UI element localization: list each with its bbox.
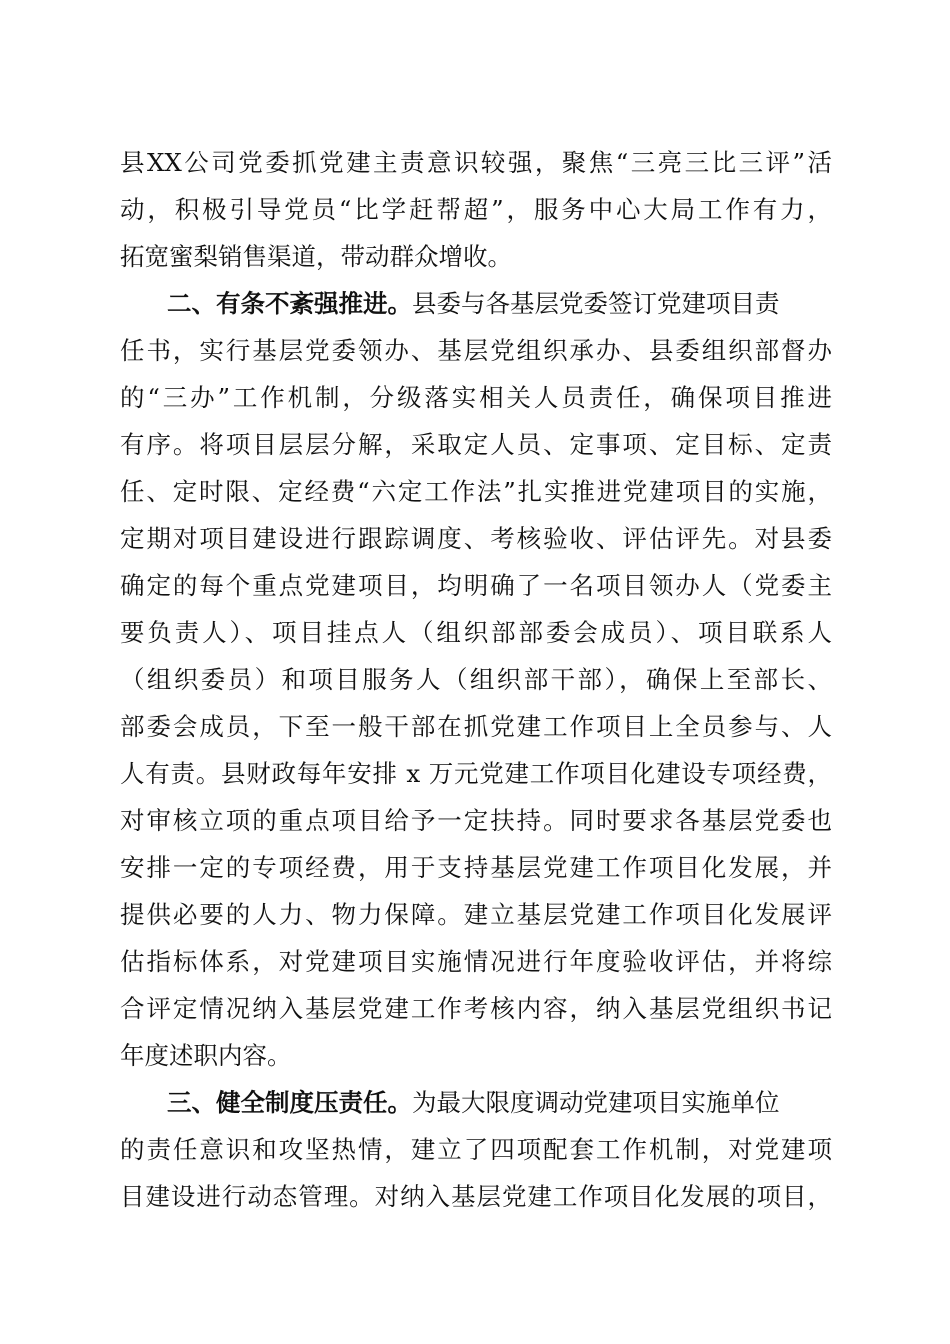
body-text-line: 确定的每个重点党建项目，均明确了一名项目领办人（党委主 (120, 571, 832, 600)
body-text-line: 县XX公司党委抓党建主责意识较强，聚焦“三亮三比三评”活 (120, 148, 832, 177)
body-text-line: 对审核立项的重点项目给予一定扶持。同时要求各基层党委也 (120, 806, 832, 835)
body-text-line: （组织委员）和项目服务人（组织部干部），确保上至部长、 (120, 665, 832, 694)
body-text-line: 任书，实行基层党委领办、基层党组织承办、县委组织部督办 (120, 336, 832, 365)
body-text-line: 年度述职内容。 (120, 1041, 292, 1070)
body-text-line: 部委会成员，下至一般干部在抓党建工作项目上全员参与、人 (120, 712, 832, 741)
body-text-line: 的责任意识和攻坚热情，建立了四项配套工作机制，对党建项 (120, 1135, 832, 1164)
body-text-line: 安排一定的专项经费，用于支持基层党建工作项目化发展，并 (120, 853, 832, 882)
body-text-line: 提供必要的人力、物力保障。建立基层党建工作项目化发展评 (120, 900, 832, 929)
body-text: 县委与各基层党委签订党建项目责 (412, 289, 780, 318)
body-text-line: 的“三办”工作机制，分级落实相关人员责任，确保项目推进 (120, 383, 832, 412)
body-text-line: 拓宽蜜梨销售渠道，带动群众增收。 (120, 242, 512, 271)
body-text: 为最大限度调动党建项目实施单位 (412, 1088, 780, 1117)
body-text-line: 有序。将项目层层分解，采取定人员、定事项、定目标、定责 (120, 430, 832, 459)
section-heading: 三、健全制度压责任。 (167, 1088, 412, 1117)
section-heading: 二、有条不紊强推进。 (167, 289, 412, 318)
body-text-line: 目建设进行动态管理。对纳入基层党建工作项目化发展的项目， (120, 1182, 832, 1211)
section-first-line (167, 286, 780, 322)
section-first-line (167, 1085, 780, 1121)
body-text-line: 动，积极引导党员“比学赶帮超”，服务中心大局工作有力， (120, 195, 832, 224)
body-text-line: 人有责。县财政每年安排 x 万元党建工作项目化建设专项经费， (120, 759, 832, 788)
body-text-line: 要负责人）、项目挂点人（组织部部委会成员）、项目联系人 (120, 618, 832, 647)
body-text-line: 估指标体系，对党建项目实施情况进行年度验收评估，并将综 (120, 947, 832, 976)
body-text-line: 任、定时限、定经费“六定工作法”扎实推进党建项目的实施， (120, 477, 832, 506)
body-text-line: 定期对项目建设进行跟踪调度、考核验收、评估评先。对县委 (120, 524, 832, 553)
body-text-line: 合评定情况纳入基层党建工作考核内容，纳入基层党组织书记 (120, 994, 832, 1023)
